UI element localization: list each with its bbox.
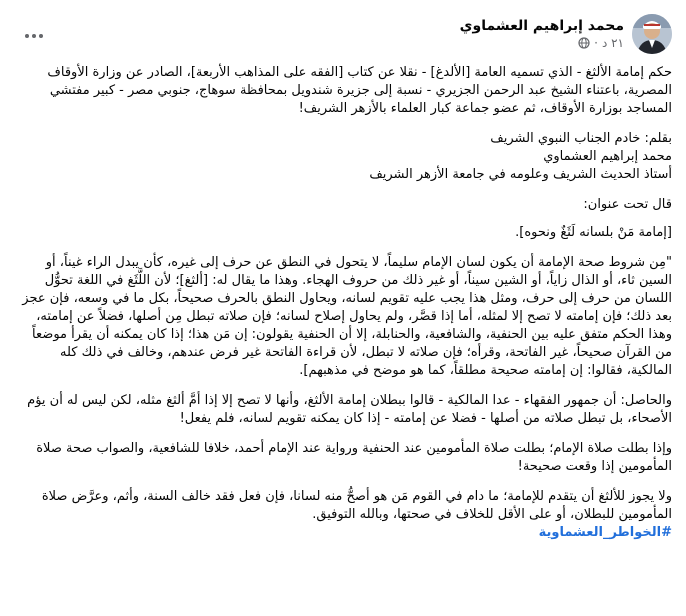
post-paragraph-heading: [إمامة مَنْ بلسانه لَثَغٌ ونحوه]. <box>515 225 672 240</box>
post-paragraph-summary: والحاصل: أن جمهور الفقهاء - عدا المالكية - قالوا ببطلان إمامة الألثغ، وأنها لا تصح إلا إذا أمَّ ألثغ مثله، لكن ليس له أن يؤم الأصحاء، بل تبطل صلاته من أصلها - فضلا عن إمامته - إذا كان يمكنه تقويم لسانه، فلم يفعل! <box>27 393 672 426</box>
author-block <box>460 18 624 50</box>
conclusion-text: ولا يجوز للألثغ أن يتقدم للإمامة؛ ما دام في القوم مَن هو أصحُّ منه لسانا، فإن فعل فقد خالف السنة، وأثم، وعرَّض صلاة المأمومين للبطلان، أو على الأقل للخلاف في صحتها، وبالله التوفيق. <box>41 489 672 522</box>
globe-icon[interactable] <box>578 37 590 49</box>
post-paragraph-conclusion <box>14 488 672 542</box>
author-avatar[interactable] <box>632 14 672 54</box>
post-paragraph-invalidity: وإذا بطلت صلاة الإمام؛ بطلت صلاة المأمومين عند الحنفية ورواية عند الإمام أحمد، خلافا للشافعية، والصواب صحة صلاة المأمومين إذا وقعت صحيحة! <box>36 441 672 474</box>
post-paragraph-quote: "مِن شروط صحة الإمامة أن يكون لسان الإمام سليماً، لا يتحول في النطق عن حرف إلى غيره، كأن يبدل الراء غيناً، أو السين ثاء، أو الذال زاياً، أو الشين سيناً، أو غير ذلك من حروف الهجاء. وهذا ما يقال له: [ألثغ]؛ لأن اللَّثَغ في اللغة تحوُّل اللسان من حرف إلى حرف، ومثل هذا يجب عليه تقويم لسانه، ويحاول النطق بالحرف صحيحاً، بكل ما في وسعه، فإن عجز بعد ذلك؛ فإن إمامته لا تصح إلا لمثله، أما إذا قصَّر، ولم يحاول إصلاح لسانه؛ فإن صلاته تبطل مِن أصلها، فضلاً عن إمامته، وهذا الحكم متفق عليه بين الحنفية، والشافعية، والحنابلة، إلا أن الحنفية يقولون: إن مَن هذا؛ إذا كان يمكنه أن يقرأ موضعاً من القرآن صحيحاً، غير الفاتحة، وقرأه؛ فإن صلاته لا تبطل، لأن قراءة الفاتحة غير فرض عندهم، وخالف في ذلك كله المالكية، فقالوا: إن إمامته صحيحة مطلقاً، كما هو موضح في مذهبهم]. <box>22 255 672 378</box>
post-header <box>14 12 672 56</box>
author-name[interactable]: محمد إبراهيم العشماوي <box>459 18 624 34</box>
post-content <box>14 64 672 542</box>
signature-line: أستاذ الحديث الشريف وعلومه في جامعة الأزهر الشريف <box>369 167 672 182</box>
post-paragraph-said: قال تحت عنوان: <box>583 197 672 212</box>
signature-line: محمد إبراهيم العشماوي <box>543 149 672 164</box>
more-options-icon[interactable] <box>18 24 50 48</box>
hashtag-link[interactable]: #الخواطر_العشماوية <box>538 525 672 540</box>
meta-separator: · <box>594 36 598 50</box>
avatar-portrait-icon <box>632 14 672 54</box>
post-paragraph-intro: حكم إمامة الألثغ - الذي تسميه العامة [الألدغ] - نقلا عن كتاب [الفقه على المذاهب الأربعة]، الصادر عن وزارة الأوقاف المصرية، باعتناء الشيخ عبد الرحمن الجزيري - نسبة إلى جزيرة شندويل بمحافظة سوهاج، جنوبي مصر - كبير مفتشي المساجد بوزارة الأوقاف، ثم عضو جماعة كبار العلماء بالأزهر الشريف! <box>47 65 672 116</box>
signature-line: بقلم: خادم الجناب النبوي الشريف <box>490 131 672 146</box>
post-meta <box>460 36 624 50</box>
post-time[interactable]: ٢١ د <box>601 36 624 50</box>
post-signature <box>14 130 672 184</box>
